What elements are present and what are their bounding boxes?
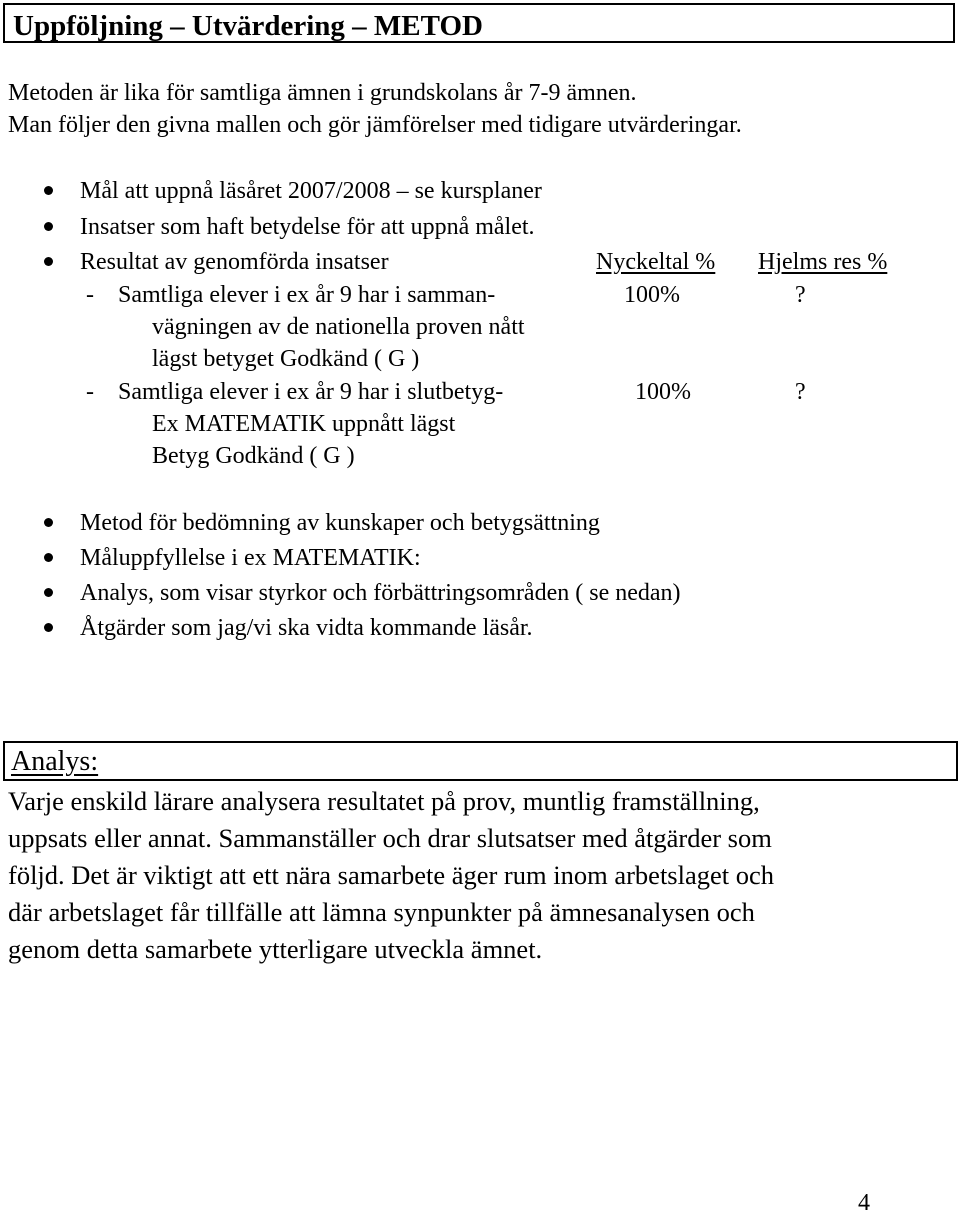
bullet-item-actions: Åtgärder som jag/vi ska vidta kommande läsår. [80, 615, 533, 641]
page-number: 4 [858, 1190, 870, 1216]
analys-paragraph-line-5: genom detta samarbete ytterligare utveckla ämnet. [8, 934, 543, 964]
intro-line-1: Metoden är lika för samtliga ämnen i grundskolans år 7-9 ämnen. [8, 80, 637, 106]
bullet-item-goals: Mål att uppnå läsåret 2007/2008 – se kursplaner [80, 178, 542, 204]
bullet-icon [44, 518, 53, 527]
bullet-item-results: Resultat av genomförda insatser [80, 249, 389, 275]
bullet-icon [44, 257, 53, 266]
result-item-2-line-1: Samtliga elever i ex år 9 har i slutbetyg- [118, 379, 504, 405]
result-item-1-hjelms: ? [795, 282, 806, 308]
page-title: Uppföljning – Utvärdering – METOD [13, 10, 483, 42]
bullet-icon [44, 553, 53, 562]
bullet-icon [44, 186, 53, 195]
analys-heading-box [3, 741, 958, 781]
bullet-item-assessment: Metod för bedömning av kunskaper och betygsättning [80, 510, 600, 536]
bullet-icon [44, 222, 53, 231]
result-item-1-nyckeltal: 100% [624, 282, 680, 308]
analys-paragraph-line-2: uppsats eller annat. Sammanställer och drar slutsatser med åtgärder som [8, 823, 772, 853]
analys-paragraph-line-3: följd. Det är viktigt att ett nära samarbete äger rum inom arbetslaget och [8, 860, 775, 890]
bullet-item-analysis: Analys, som visar styrkor och förbättringsområden ( se nedan) [80, 580, 681, 606]
analys-heading: Analys: [11, 746, 99, 777]
result-item-1-line-1: Samtliga elever i ex år 9 har i samman- [118, 282, 496, 308]
analys-paragraph-line-1: Varje enskild lärare analysera resultatet på prov, muntlig framställning, [8, 786, 760, 816]
result-item-1-line-2: vägningen av de nationella proven nått [152, 314, 525, 340]
title-box [3, 3, 955, 43]
bullet-item-efforts: Insatser som haft betydelse för att uppnå målet. [80, 214, 535, 240]
result-item-2-nyckeltal: 100% [635, 379, 691, 405]
result-item-2-hjelms: ? [795, 379, 806, 405]
result-item-2-dash: - [86, 379, 94, 405]
bullet-item-goal-fulfilment: Måluppfyllelse i ex MATEMATIK: [80, 545, 421, 571]
analys-paragraph-line-4: där arbetslaget får tillfälle att lämna synpunkter på ämnesanalysen och [8, 897, 755, 927]
intro-line-2: Man följer den givna mallen och gör jämförelser med tidigare utvärderingar. [8, 112, 742, 138]
column-header-nyckeltal: Nyckeltal % [596, 249, 716, 275]
result-item-1-dash: - [86, 282, 94, 308]
bullet-icon [44, 623, 53, 632]
column-header-hjelms: Hjelms res % [758, 249, 888, 275]
result-item-2-line-2: Ex MATEMATIK uppnått lägst [152, 411, 456, 437]
result-item-2-line-3: Betyg Godkänd ( G ) [152, 443, 355, 469]
result-item-1-line-3: lägst betyget Godkänd ( G ) [152, 346, 420, 372]
bullet-icon [44, 588, 53, 597]
